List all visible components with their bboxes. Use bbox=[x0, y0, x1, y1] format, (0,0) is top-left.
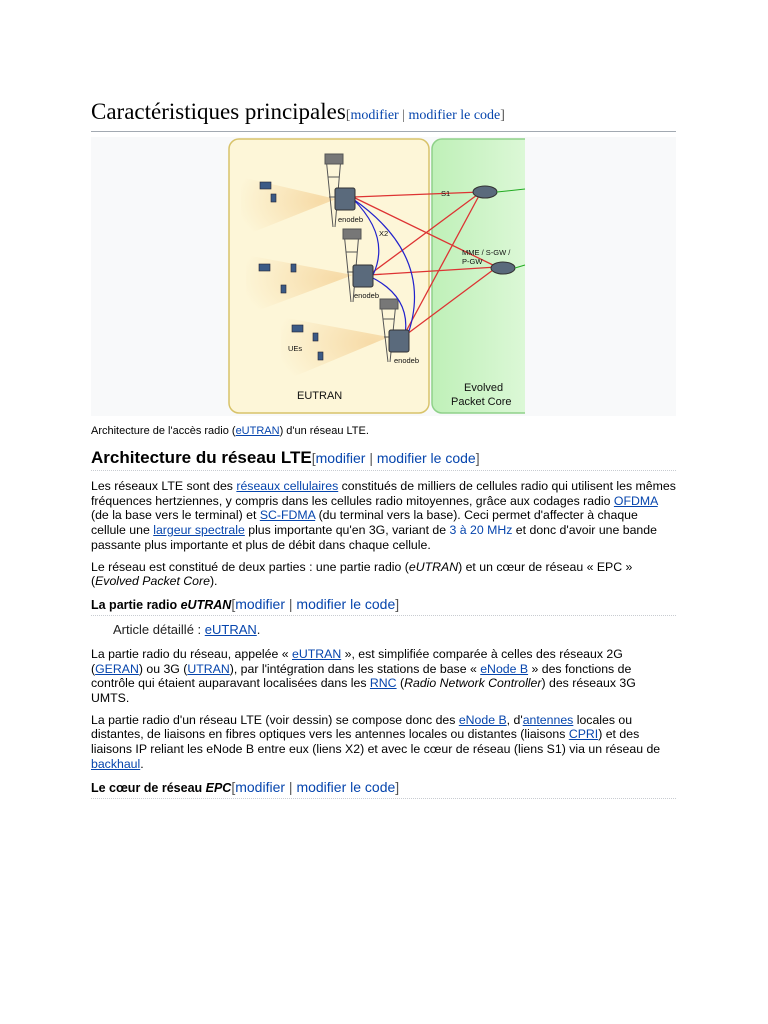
edit-link[interactable]: modifier bbox=[235, 778, 286, 795]
text-run: ), par l'intégration dans les stations de base « bbox=[229, 661, 481, 676]
epc-label-1: Evolved bbox=[464, 382, 504, 394]
text-run: locales ou distantes, de liaisons en fibres optiques vers les antennes locales ou distantes (liaisons bbox=[91, 712, 633, 742]
edit-source-link[interactable]: modifier le code bbox=[296, 595, 396, 612]
edit-links: [modifier | modifier le code] bbox=[311, 450, 480, 466]
edit-source-link[interactable]: modifier le code bbox=[376, 450, 476, 466]
edit-links: [modifier | modifier le code] bbox=[231, 595, 400, 612]
edit-link[interactable]: modifier bbox=[235, 595, 285, 612]
s1-label: S1 bbox=[441, 189, 451, 198]
inline-link[interactable]: 3 à 20 MHz bbox=[449, 523, 513, 538]
inline-link[interactable]: eNode B bbox=[480, 661, 529, 676]
ues-label: UEs bbox=[288, 344, 303, 353]
section-heading-architecture bbox=[91, 447, 676, 471]
section-title: Caractéristiques principales bbox=[91, 99, 346, 124]
section-heading-coeur-reseau: Le cœur de réseau EPC[modifier | modifier le code] bbox=[91, 778, 676, 799]
inline-link[interactable]: réseaux cellulaires bbox=[236, 479, 339, 493]
inline-link[interactable]: UTRAN bbox=[187, 661, 230, 676]
x2-label: X2 bbox=[379, 229, 389, 238]
text-run: et donc d'avoir une bande passante plus importante et plus de débit dans chaque cellule. bbox=[91, 523, 657, 552]
text-run: (de la base vers le terminal) et bbox=[91, 508, 260, 523]
edit-link[interactable]: modifier bbox=[315, 450, 366, 466]
paragraph-partie-radio bbox=[91, 647, 676, 706]
italic-text: Radio Network Controller bbox=[404, 676, 542, 691]
inline-link[interactable]: OFDMA bbox=[613, 493, 658, 508]
text-run: plus importante qu'en 3G, variant de bbox=[244, 523, 450, 538]
text-run: », est simplifiée comparée à celles des réseaux 2G ( bbox=[91, 646, 623, 676]
enodeb-label-2: enodeb bbox=[354, 291, 380, 300]
pgw-label: P-GW bbox=[462, 257, 483, 266]
inline-link[interactable]: GERAN bbox=[95, 661, 139, 676]
edit-source-link[interactable]: modifier le code bbox=[408, 108, 501, 123]
router-s1 bbox=[473, 186, 497, 198]
inline-link[interactable]: antennes bbox=[522, 712, 574, 727]
text-run: ). bbox=[209, 574, 218, 589]
enodeb-3 bbox=[389, 330, 409, 352]
hatnote-link-eutran[interactable]: eUTRAN bbox=[204, 621, 257, 637]
edit-source-link[interactable]: modifier le code bbox=[296, 778, 396, 795]
article-content bbox=[91, 98, 676, 799]
inline-link[interactable]: eNode B bbox=[458, 712, 507, 727]
text-run: Le réseau est constitué de deux parties : une partie radio ( bbox=[91, 559, 409, 574]
text-run: ) ou 3G ( bbox=[138, 661, 188, 676]
text-run: La partie radio du réseau, appelée « bbox=[91, 646, 292, 661]
inline-link[interactable]: CPRI bbox=[568, 727, 599, 742]
edit-links: [modifier | modifier le code] bbox=[345, 108, 505, 123]
text-run: ) et des liaisons IP reliant les eNode B entre eux (liens X2) et avec le cœur de réseau (liens S1) via un réseau de bbox=[91, 727, 661, 757]
inline-link[interactable]: eUTRAN bbox=[292, 646, 342, 661]
inline-link[interactable]: largeur spectrale bbox=[153, 523, 245, 538]
paragraph-composition bbox=[91, 560, 676, 589]
text-run: » des fonctions de contrôle qui étaient auparavant localisées dans les bbox=[91, 661, 632, 691]
italic-text: Evolved Packet Core bbox=[95, 574, 210, 589]
enodeb-label-1: enodeb bbox=[338, 215, 364, 224]
section-heading-caracteristiques bbox=[91, 98, 676, 132]
eutran-label: EUTRAN bbox=[297, 390, 343, 402]
edit-link[interactable]: modifier bbox=[350, 108, 399, 123]
figure-caption: Architecture de l'accès radio (eUTRAN) d'un réseau LTE. bbox=[91, 425, 369, 437]
enodeb-label-3: enodeb bbox=[394, 356, 420, 365]
text-run: . bbox=[140, 756, 144, 771]
hatnote-article-detaille: Article détaillé : eUTRAN. bbox=[113, 621, 261, 637]
caption-link-eutran[interactable]: eUTRAN bbox=[235, 425, 280, 437]
enodeb-1 bbox=[335, 188, 355, 210]
text-run: Les réseaux LTE sont des bbox=[91, 479, 237, 493]
router-mme bbox=[491, 262, 515, 274]
mme-label: MME / S-GW / bbox=[462, 248, 511, 257]
text-run: La partie radio d'un réseau LTE (voir dessin) se compose donc des bbox=[91, 712, 459, 727]
enodeb-2 bbox=[353, 265, 373, 287]
section-title: Architecture du réseau LTE bbox=[91, 448, 312, 467]
text-run: ) des réseaux 3G UMTS. bbox=[91, 676, 636, 706]
text-run: constitués de milliers de cellules radio qui utilisent les mêmes fréquences hertziennes, y compris dans les cellules radio mitoyennes, grâce aux codages radio bbox=[91, 479, 676, 508]
text-run: (du terminal vers la base). Ceci permet d'affecter à chaque cellule une bbox=[91, 508, 638, 538]
epc-label-2: Packet Core bbox=[451, 396, 512, 408]
text-run: ) et un cœur de réseau « EPC » ( bbox=[91, 559, 633, 589]
edit-links: [modifier | modifier le code] bbox=[231, 778, 400, 795]
section-heading-partie-radio: La partie radio eUTRAN[modifier | modifier le code] bbox=[91, 595, 676, 616]
text-run: , d' bbox=[506, 712, 523, 727]
paragraph-composition-radio bbox=[91, 713, 676, 772]
italic-text: eUTRAN bbox=[408, 559, 459, 574]
paragraph-reseaux bbox=[91, 479, 676, 553]
inline-link[interactable]: RNC bbox=[369, 676, 397, 691]
lte-diagram bbox=[91, 137, 676, 416]
lte-architecture-figure[interactable] bbox=[91, 137, 676, 416]
text-run: ( bbox=[396, 676, 405, 691]
inline-link[interactable]: backhaul bbox=[91, 756, 141, 771]
inline-link[interactable]: SC-FDMA bbox=[259, 508, 316, 523]
